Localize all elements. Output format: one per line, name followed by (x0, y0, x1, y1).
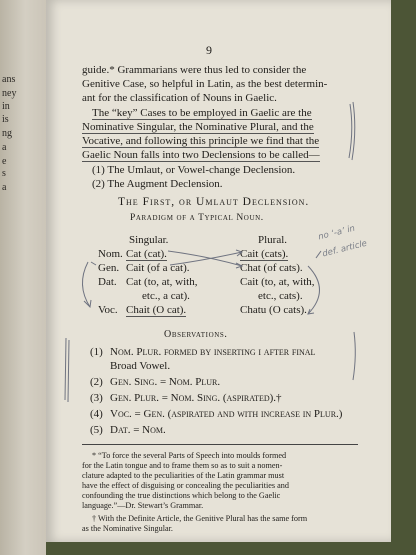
prev-page-fragment: ng (2, 128, 12, 139)
margin-bracket-right (349, 104, 352, 158)
intro-line: ant for the classification of Nouns in Gaelic. (82, 92, 277, 104)
prev-page-fragment: ans (2, 74, 16, 85)
pencil-markings (46, 0, 391, 542)
observations-heading: Observations. (164, 329, 228, 340)
singular-form: Cait (of a cat). (126, 262, 190, 274)
plural-form: Cait (cats). (240, 248, 289, 260)
plural-header: Plural. (258, 234, 288, 246)
margin-bracket-right (352, 102, 355, 160)
pencil-note-line: def. article (321, 238, 369, 260)
case-label: Gen. (98, 262, 120, 274)
margin-line-left (68, 340, 69, 402)
observation-text: Dat. = Nom. (110, 424, 166, 436)
prev-page-fragment: a (2, 182, 7, 193)
arrow-gen-to-voc-plural (308, 266, 320, 314)
footnote-line: language.”—Dr. Stewart’s Grammar. (82, 501, 204, 510)
observation-text: Gen. Sing. = Nom. Plur. (110, 376, 221, 388)
footnote-line: clature adapted to the peculiarities of the Latin grammar must (82, 471, 285, 480)
footnote-line: † With the Definite Article, the Genitive Plural has the same form (92, 514, 308, 523)
arrowhead (91, 262, 96, 265)
book-page (46, 0, 391, 542)
singular-header: Singular. (129, 234, 169, 246)
footnote-line: have the effect of disguising or concealing the peculiarities and (82, 481, 289, 490)
footnote-line: confounding the true distinctions which belong to the Gaelic (82, 491, 281, 500)
prev-page-fragment: a (2, 142, 7, 153)
key-cases-line: Nominative Singular, the Nominative Plural, and the (82, 121, 314, 133)
footnote-line: * “To force the several Parts of Speech into moulds formed (92, 451, 287, 460)
key-cases-line: Vocative, and following this principle we find that the (82, 135, 320, 147)
observation-number: (2) (90, 376, 103, 388)
singular-form: Chait (O cat). (126, 304, 187, 316)
declension-item: (1) The Umlaut, or Vowel-change Declension. (92, 164, 296, 176)
singular-form-continued: etc., a cat). (142, 290, 190, 302)
intro-line: Genitive Case, so helpful in Latin, as the best determin- (82, 78, 328, 90)
plural-form-continued: etc., cats). (258, 290, 303, 302)
key-cases-line: Gaelic Noun falls into two Declensions to be called— (82, 149, 320, 161)
prev-page-fragment: in (2, 101, 10, 112)
singular-form: Cat (cat). (126, 248, 167, 260)
arrow-gen-to-voc-singular (82, 262, 90, 307)
pencil-note-line: no ‘-a’ in (317, 223, 357, 243)
case-label: Nom. (98, 248, 123, 260)
observation-number: (1) (90, 346, 103, 358)
case-label: Voc. (98, 304, 118, 316)
intro-line: guide.* Grammarians were thus led to consider the (82, 64, 307, 76)
case-label: Dat. (98, 276, 117, 288)
margin-line-right (353, 332, 355, 380)
prev-page-fragment: e (2, 156, 7, 167)
prev-page-fragment: s (2, 168, 6, 179)
observation-text-continued: Broad Vowel. (110, 360, 171, 372)
section-subheading: Paradigm of a Typical Noun. (130, 213, 264, 223)
page-number: 9 (206, 43, 212, 57)
observation-text: Voc. = Gen. (aspirated and with increase in Plur.) (110, 408, 343, 420)
observation-text: Gen. Plur. = Nom. Sing. (aspirated).† (110, 392, 282, 404)
plural-form: Chat (of cats). (240, 262, 303, 274)
margin-line-left (65, 338, 66, 400)
declension-item: (2) The Augment Declension. (92, 178, 223, 190)
plural-form: Chatu (O cats). (240, 304, 307, 316)
prev-page-fragment: ney (2, 88, 17, 99)
plural-form: Cait (to, at, with, (240, 276, 315, 288)
observation-text: Nom. Plur. formed by inserting i after final (110, 346, 316, 358)
observation-number: (4) (90, 408, 103, 420)
prev-page-fragment: is (2, 114, 9, 125)
section-heading: The First, or Umlaut Declension. (118, 196, 310, 208)
pencil-stroke (316, 251, 321, 258)
observation-number: (5) (90, 424, 103, 436)
singular-form: Cat (to, at, with, (126, 276, 198, 288)
observation-number: (3) (90, 392, 103, 404)
key-cases-line: The “key” Cases to be employed in Gaelic are the (92, 107, 312, 119)
previous-page-edge (0, 0, 46, 555)
footnote-line: for the Latin tongue and to frame them so as to suit a nomen- (82, 461, 283, 470)
footnote-line: as the Nominative Singular. (82, 524, 173, 533)
